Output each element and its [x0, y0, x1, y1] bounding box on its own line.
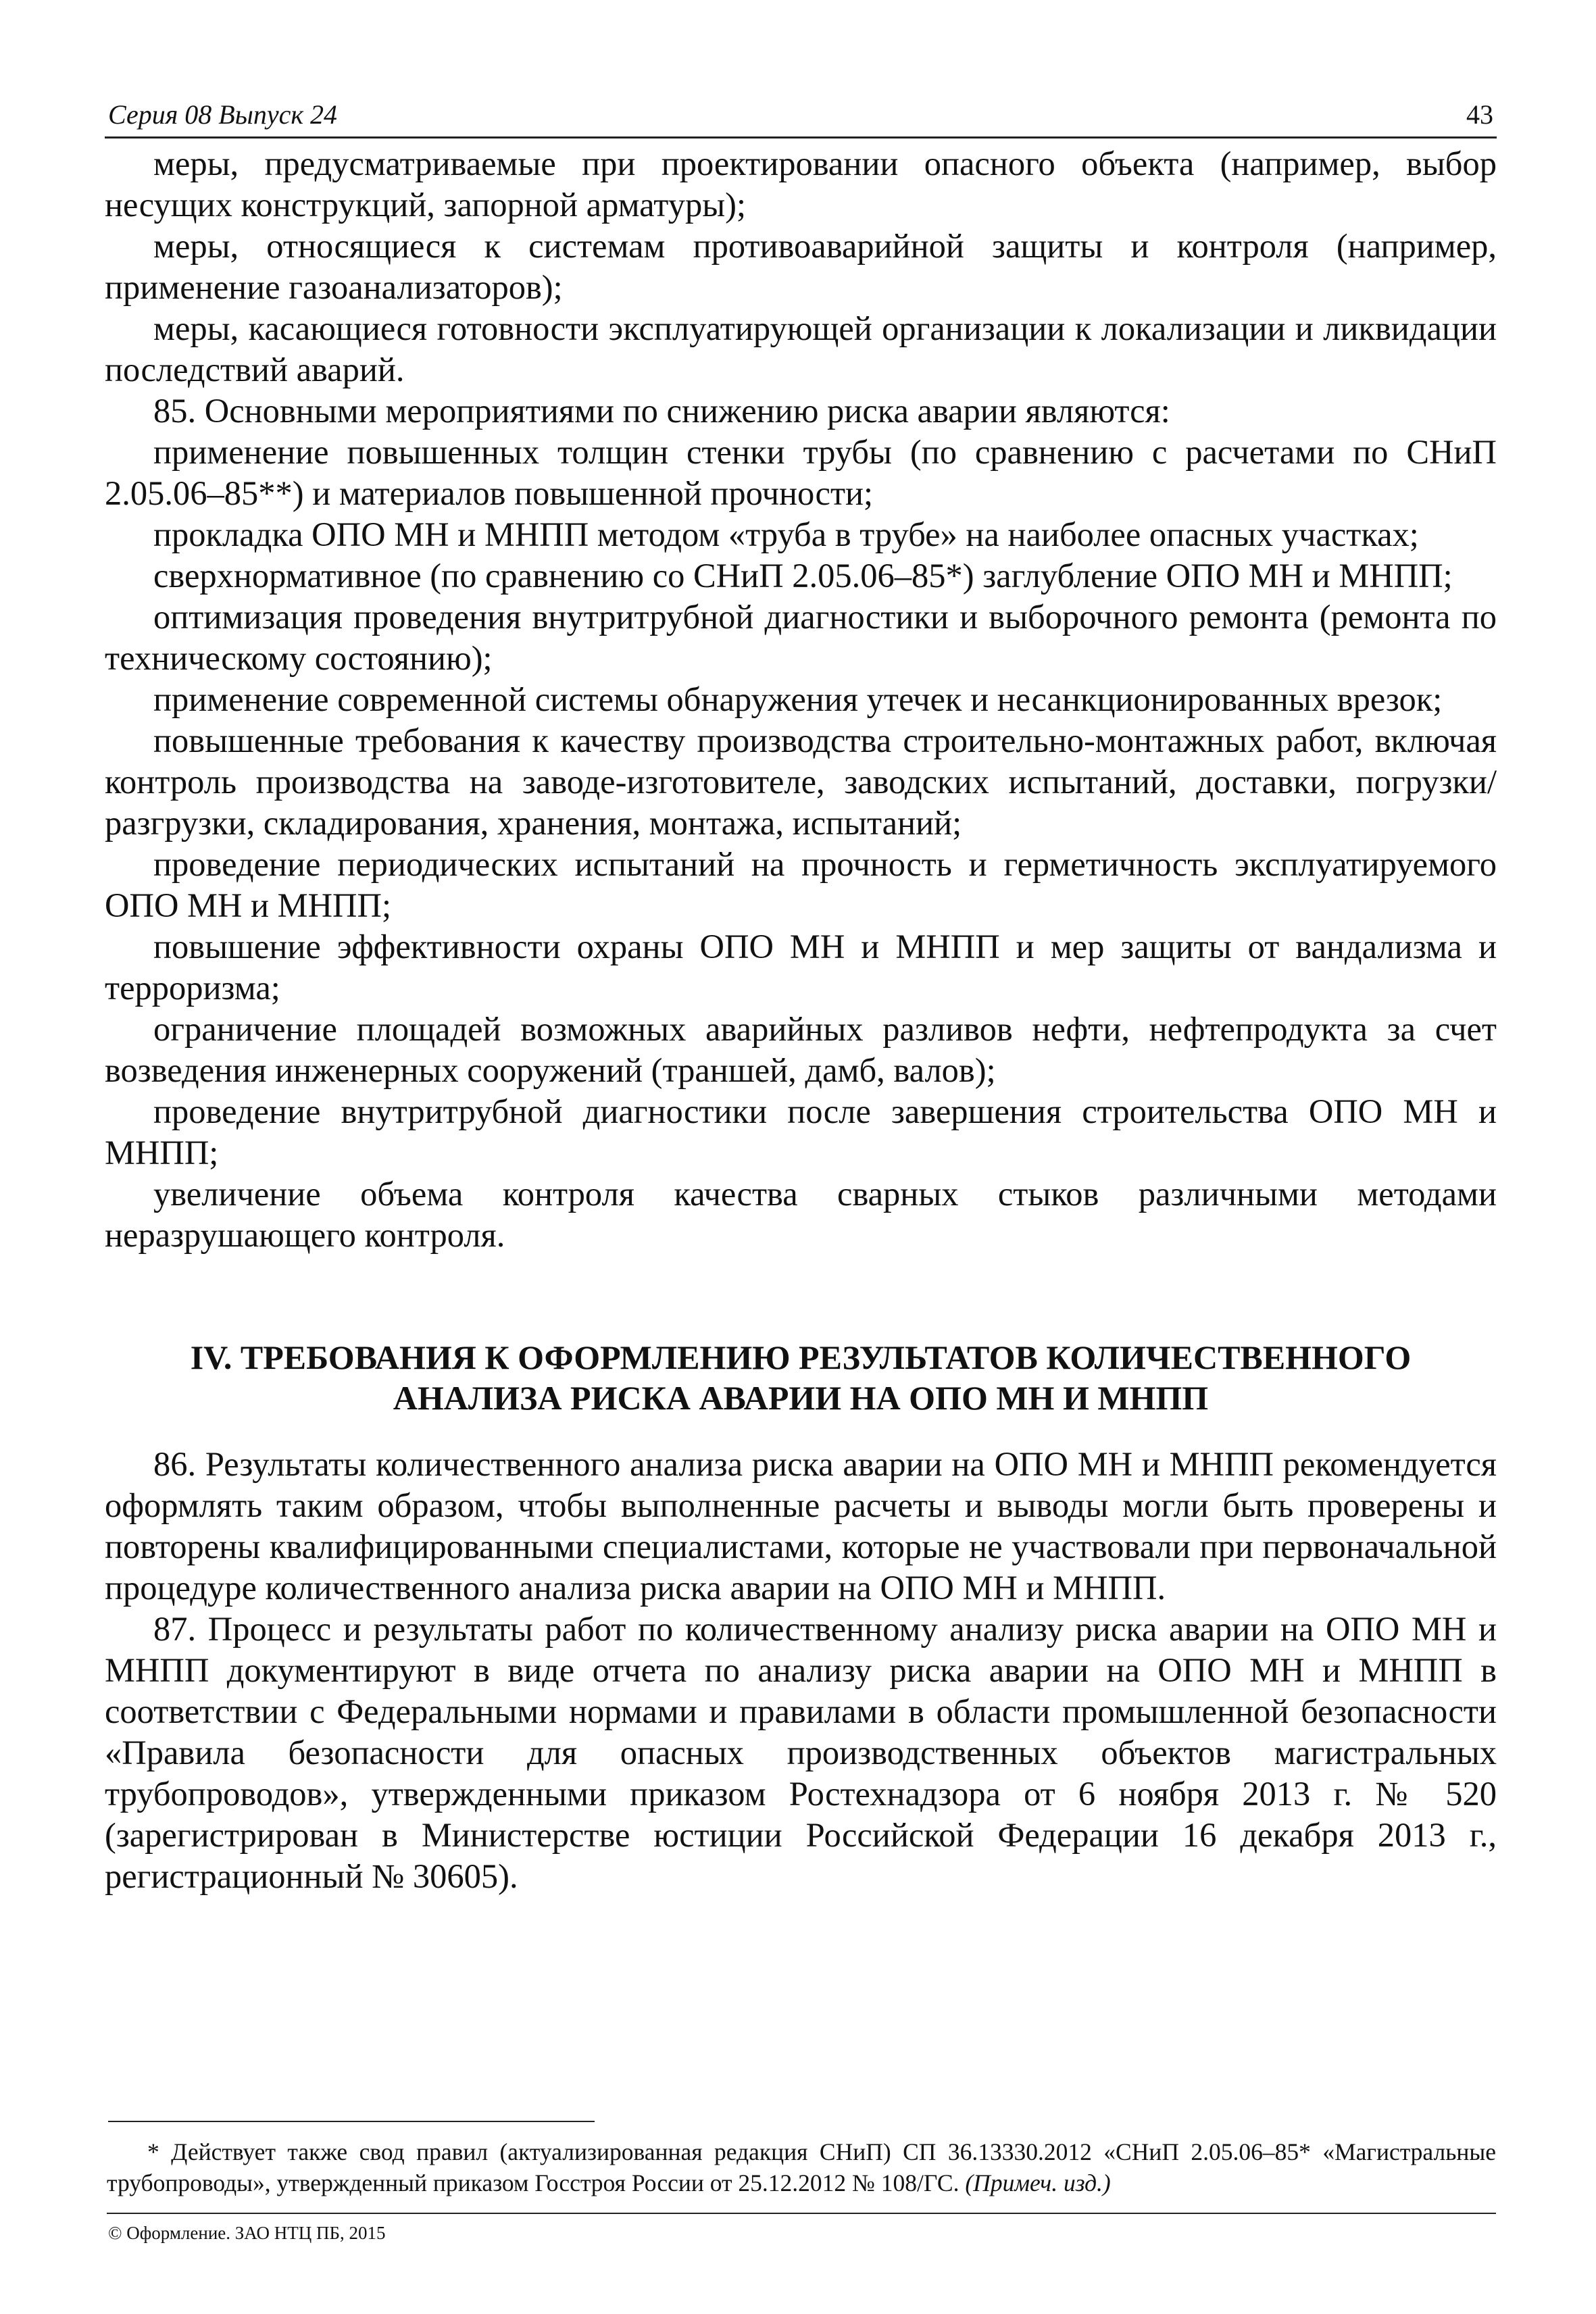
paragraph: применение повышенных толщин стенки трубы (по сравнению с расчетами по СНиП 2.05.06–85**) и материалов повышенной прочности;	[105, 433, 1497, 512]
paragraph: сверхнормативное (по сравнению со СНиП 2.05.06–85*) заглубление ОПО МН и МНПП;	[153, 557, 1453, 595]
paragraph: увеличение объема контроля качества сварных стыков различными методами неразрушающего контроля.	[105, 1175, 1497, 1254]
footnote-editor-note: (Примеч. изд.)	[965, 2169, 1111, 2196]
footnote-divider	[108, 2121, 595, 2122]
footnote	[107, 2136, 1496, 2198]
section-heading-line-2: АНАЛИЗА РИСКА АВАРИИ НА ОПО МН И МНПП	[393, 1379, 1209, 1417]
paragraph: меры, предусматриваемые при проектировании опасного объекта (например, выбор несущих конструкций, запорной арматуры);	[105, 145, 1497, 224]
footnote-paragraph	[107, 2136, 1496, 2198]
paragraph: повышенные требования к качеству производства строительно-монтажных работ, включая контроль производства на заводе-изготовителе, заводских испытаний, доставки, погрузки/разгрузки, складирования, хранения, монтажа, испытаний;	[105, 722, 1497, 842]
paragraph: меры, касающиеся готовности эксплуатирующей организации к локализации и ликвидации последствий аварий.	[105, 309, 1497, 388]
section-heading-line-1: IV. ТРЕБОВАНИЯ К ОФОРМЛЕНИЮ РЕЗУЛЬТАТОВ КОЛИЧЕСТВЕННОГО	[190, 1338, 1412, 1376]
paragraph: проведение периодических испытаний на прочность и герметичность эксплуатируемого ОПО МН и МНПП;	[105, 845, 1497, 924]
paragraph: 85. Основными мероприятиями по снижению риска аварии являются:	[153, 392, 1170, 430]
paragraph: 87. Процесс и результаты работ по количественному анализу риска аварии на ОПО МН и МНПП документируют в виде отчета по анализу риска аварии на ОПО МН и МНПП в соответствии с Федеральными нормами и правилами в области промышленной безопасности «Правила безопасности для опасных производственных объектов магистральных трубопроводов», утвержденными приказом Ростехнадзора от 6 ноября 2013 г. № 520 (зарегистрирован в Министерстве юстиции Российской Федерации 16 декабря 2013 г., регистрационный № 30605).	[105, 1610, 1497, 1895]
main-text	[105, 143, 1497, 1897]
section-heading	[105, 1337, 1497, 1418]
page-number: 43	[1466, 99, 1493, 130]
paragraph: оптимизация проведения внутритрубной диагностики и выборочного ремонта (ремонта по техническому состоянию);	[105, 598, 1497, 677]
paragraph: ограничение площадей возможных аварийных разливов нефти, нефтепродукта за счет возведения инженерных сооружений (траншей, дамб, валов);	[105, 1010, 1497, 1089]
paragraph: повышение эффективности охраны ОПО МН и МНПП и мер защиты от вандализма и терроризма;	[105, 928, 1497, 1007]
footnote-text: * Действует также свод правил (актуализированная редакция СНиП) СП 36.13330.2012 «СНиП 2.05.06–85* «Магистральные трубопроводы», утвержденный приказом Госстроя России от 25.12.2012 № 108/ГС.	[107, 2138, 1496, 2196]
copyright-divider	[107, 2213, 1496, 2214]
copyright-notice: © Оформление. ЗАО НТЦ ПБ, 2015	[108, 2223, 386, 2243]
paragraph: проведение внутритрубной диагностики после завершения строительства ОПО МН и МНПП;	[105, 1092, 1497, 1172]
paragraph: прокладка ОПО МН и МНПП методом «труба в трубе» на наиболее опасных участках;	[153, 515, 1419, 553]
running-header	[105, 95, 1497, 139]
series-title: Серия 08 Выпуск 24	[108, 99, 338, 130]
paragraph: 86. Результаты количественного анализа риска аварии на ОПО МН и МНПП рекомендуется оформлять таким образом, чтобы выполненные расчеты и выводы могли быть проверены и повторены квалифицированными специалистами, которые не участвовали при первоначальной процедуре количественного анализа риска аварии на ОПО МН и МНПП.	[105, 1445, 1497, 1607]
paragraph: применение современной системы обнаружения утечек и несанкционированных врезок;	[153, 680, 1443, 718]
paragraph: меры, относящиеся к системам противоаварийной защиты и контроля (например, применение газоанализаторов);	[105, 227, 1497, 306]
